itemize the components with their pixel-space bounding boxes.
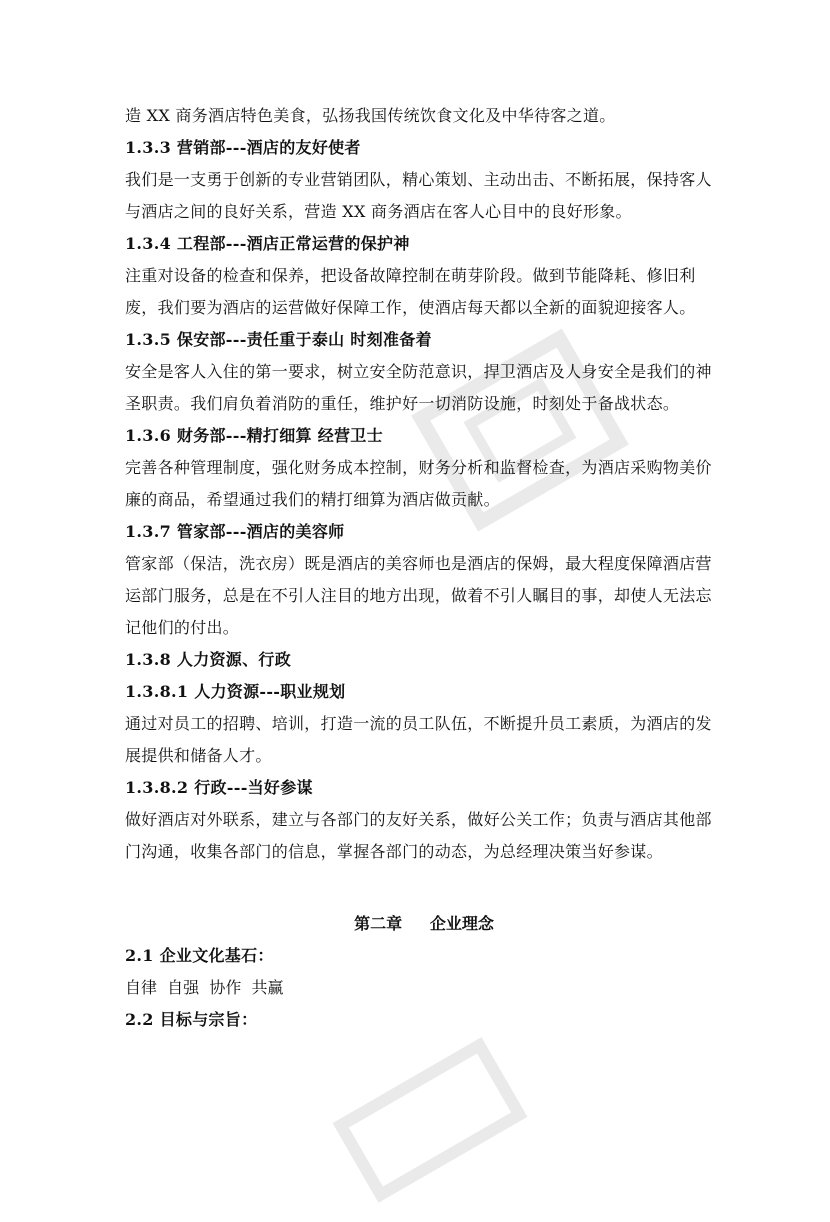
- heading-2-2: 2.2 目标与宗旨：: [125, 1010, 258, 1029]
- watermark-icon: [313, 1018, 546, 1222]
- paragraph-2-1: 自律 自强 协作 共赢: [125, 978, 284, 997]
- paragraph-1-3-8-2: 做好酒店对外联系，建立与各部门的友好关系，做好公关工作；负责与酒店其他部门沟通，收集各部门的信息，掌握各部门的动态，为总经理决策当好参谋。: [125, 810, 712, 861]
- heading-1-3-8: 1.3.8 人力资源、行政: [125, 650, 292, 669]
- paragraph-1-3-7: 管家部（保洁，洗衣房）既是酒店的美容师也是酒店的保姆，最大程度保障酒店营运部门服务，总是在不引人注目的地方出现，做着不引人瞩目的事，却使人无法忘记他们的付出。: [125, 554, 712, 637]
- paragraph-1-3-5: 安全是客人入住的第一要求，树立安全防范意识，捍卫酒店及人身安全是我们的神圣职责。我们肩负着消防的重任，维护好一切消防设施，时刻处于备战状态。: [125, 362, 712, 413]
- heading-1-3-6: 1.3.6 财务部---精打细算 经营卫士: [125, 426, 383, 445]
- heading-1-3-7: 1.3.7 管家部---酒店的美容师: [125, 522, 345, 541]
- paragraph-intro: 造 XX 商务酒店特色美食，弘扬我国传统饮食文化及中华待客之道。: [125, 106, 616, 125]
- paragraph-1-3-8-1: 通过对员工的招聘、培训，打造一流的员工队伍，不断提升员工素质，为酒店的发展提供和储备人才。: [125, 714, 712, 765]
- paragraph-1-3-6: 完善各种管理制度，强化财务成本控制，财务分析和监督检查，为酒店采购物美价廉的商品，希望通过我们的精打细算为酒店做贡献。: [125, 458, 712, 509]
- heading-1-3-8-2: 1.3.8.2 行政---当好参谋: [125, 778, 313, 797]
- heading-1-3-8-1: 1.3.8.1 人力资源---职业规划: [125, 682, 346, 701]
- heading-2-1: 2.1 企业文化基石：: [125, 946, 274, 965]
- heading-1-3-5: 1.3.5 保安部---责任重于泰山 时刻准备着: [125, 330, 432, 349]
- heading-1-3-3: 1.3.3 营销部---酒店的友好使者: [125, 138, 361, 157]
- chapter-title: 第二章 企业理念: [354, 914, 494, 933]
- paragraph-1-3-4: 注重对设备的检查和保养，把设备故障控制在萌芽阶段。做到节能降耗、修旧利废，我们要为酒店的运营做好保障工作，使酒店每天都以全新的面貌迎接客人。: [125, 266, 696, 317]
- paragraph-1-3-3: 我们是一支勇于创新的专业营销团队，精心策划、主动出击、不断拓展，保持客人与酒店之间的良好关系，营造 XX 商务酒店在客人心目中的良好形象。: [125, 170, 712, 221]
- section-spacer: [125, 868, 723, 908]
- document-page: [125, 100, 723, 1036]
- heading-1-3-4: 1.3.4 工程部---酒店正常运营的保护神: [125, 234, 410, 253]
